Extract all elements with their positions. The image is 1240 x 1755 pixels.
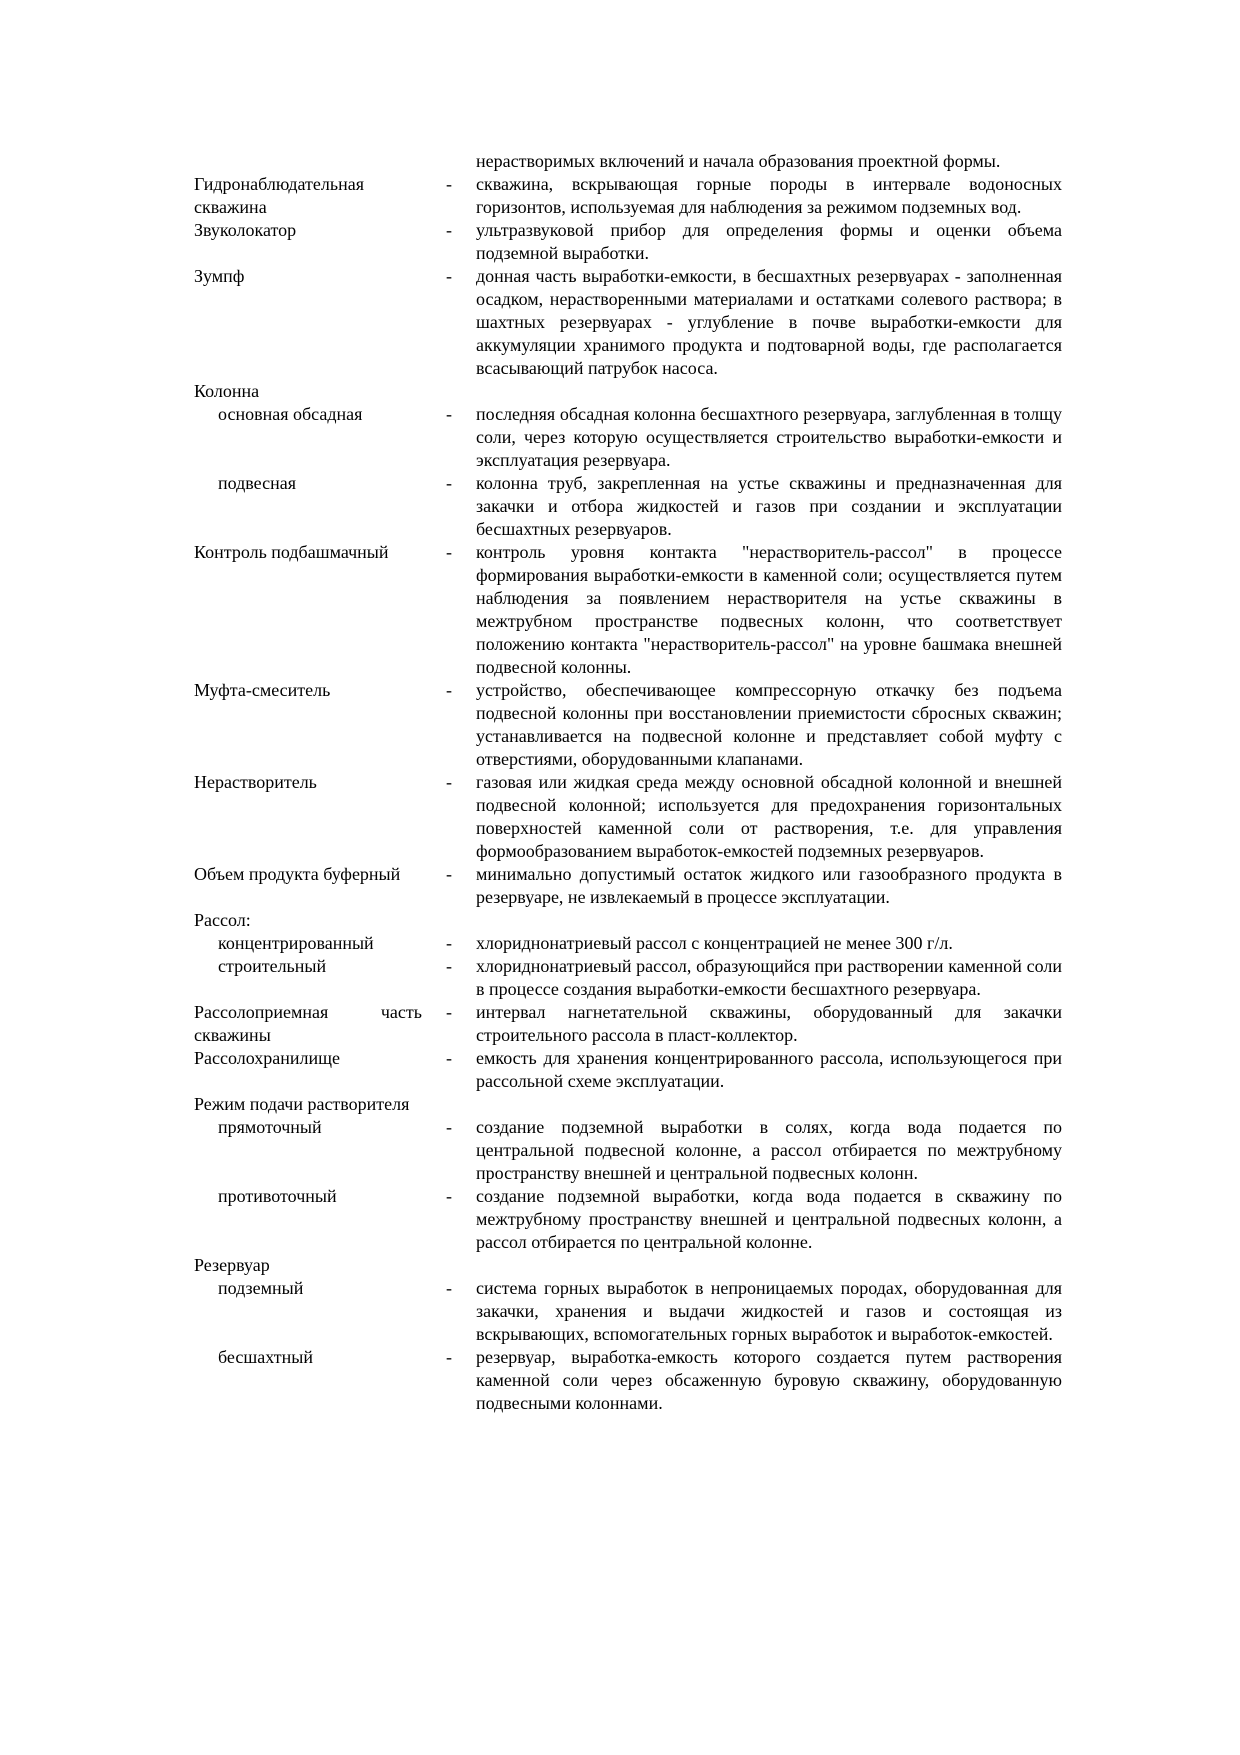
entry-definition: донная часть выработки-емкости, в бесшахтных резервуарах - заполненная осадком, нерастворенными материалами и остатками солевого раствора; в шахтных резервуарах - углубление в почве выработки-емкости для аккумуляции хранимого продукта и подтоварной воды, где располагается всасывающий патрубок насоса. bbox=[476, 266, 1062, 378]
entry-dash: - bbox=[446, 956, 452, 976]
entry-dash: - bbox=[446, 864, 452, 884]
entry-dash: - bbox=[446, 1117, 452, 1137]
entry-definition: устройство, обеспечивающее компрессорную откачку без подъема подвесной колонны при восстановлении приемистости сбросных скважин; устанавливается на подвесной колонне и представляет собой муфту с отверстиями, оборудованными клапанами. bbox=[476, 680, 1062, 769]
entry-dash: - bbox=[446, 1278, 452, 1298]
entry-definition: создание подземной выработки в солях, когда вода подается по центральной подвесной колонне, а рассол отбирается по межтрубному пространству внешней и центральной подвесных колонн. bbox=[476, 1117, 1062, 1183]
subentry-term: строительный bbox=[218, 956, 327, 976]
group-header-label: Режим подачи растворителя bbox=[194, 1094, 410, 1114]
entry-term: Гидронаблюдательная скважина bbox=[194, 174, 364, 217]
entry-term: Объем продукта буферный bbox=[194, 864, 401, 884]
glossary bbox=[194, 150, 1062, 1415]
glossary-subentry bbox=[194, 955, 1062, 1001]
entry-definition: контроль уровня контакта "нерастворитель-рассол" в процессе формирования выработки-емкости в каменной соли; осуществляется путем наблюдения за появлением нерастворителя на устье скважины в межтрубном пространстве подвесных колонн, что соответствует положению контакта "нерастворитель-рассол" на уровне башмака внешней подвесной колонны. bbox=[476, 542, 1062, 677]
glossary-subentry bbox=[194, 932, 1062, 955]
group-header-rezhim bbox=[194, 1093, 1062, 1116]
entry-definition: ультразвуковой прибор для определения формы и оценки объема подземной выработки. bbox=[476, 220, 1062, 263]
entry-dash: - bbox=[446, 680, 452, 700]
subentry-term: подземный bbox=[218, 1278, 304, 1298]
group-header-label: Резервуар bbox=[194, 1255, 270, 1275]
group-header-rassol bbox=[194, 909, 1062, 932]
continuation-entry bbox=[194, 150, 1062, 173]
entry-dash: - bbox=[446, 1048, 452, 1068]
entry-dash: - bbox=[446, 542, 452, 562]
group-header-rezervuar bbox=[194, 1254, 1062, 1277]
glossary-subentry bbox=[194, 1346, 1062, 1415]
entry-term: Нерастворитель bbox=[194, 772, 317, 792]
entry-term: Зумпф bbox=[194, 266, 245, 286]
entry-definition: хлориднонатриевый рассол, образующийся при растворении каменной соли в процессе создания выработки-емкости бесшахтного резервуара. bbox=[476, 956, 1062, 999]
entry-definition: емкость для хранения концентрированного рассола, использующегося при рассольной схеме эксплуатации. bbox=[476, 1048, 1062, 1091]
entry-dash: - bbox=[446, 220, 452, 240]
subentry-term: основная обсадная bbox=[218, 404, 363, 424]
entry-definition: минимально допустимый остаток жидкого или газообразного продукта в резервуаре, не извлекаемый в процессе эксплуатации. bbox=[476, 864, 1062, 907]
entry-definition: резервуар, выработка-емкость которого создается путем растворения каменной соли через обсаженную буровую скважину, оборудованную подвесными колоннами. bbox=[476, 1347, 1062, 1413]
entry-dash: - bbox=[446, 473, 452, 493]
continuation-definition: нерастворимых включений и начала образования проектной формы. bbox=[476, 151, 1001, 171]
glossary-subentry bbox=[194, 1185, 1062, 1254]
group-header-label: Колонна bbox=[194, 381, 260, 401]
subentry-term: противоточный bbox=[218, 1186, 337, 1206]
glossary-subentry bbox=[194, 1116, 1062, 1185]
entry-dash: - bbox=[446, 933, 452, 953]
entry-dash: - bbox=[446, 266, 452, 286]
entry-definition: последняя обсадная колонна бесшахтного резервуара, заглубленная в толщу соли, через которую осуществляется строительство выработки-емкости и эксплуатация резервуара. bbox=[476, 404, 1062, 470]
entry-dash: - bbox=[446, 174, 452, 194]
entry-dash: - bbox=[446, 1186, 452, 1206]
glossary-entry bbox=[194, 1001, 1062, 1047]
subentry-term: прямоточный bbox=[218, 1117, 322, 1137]
entry-term: Муфта-смеситель bbox=[194, 680, 331, 700]
entry-dash: - bbox=[446, 772, 452, 792]
entry-definition: скважина, вскрывающая горные породы в интервале водоносных горизонтов, используемая для наблюдения за режимом подземных вод. bbox=[476, 174, 1062, 217]
glossary-entry bbox=[194, 265, 1062, 380]
entry-dash: - bbox=[446, 404, 452, 424]
glossary-entry bbox=[194, 173, 1062, 219]
glossary-subentry bbox=[194, 1277, 1062, 1346]
entry-dash: - bbox=[446, 1347, 452, 1367]
entry-definition: интервал нагнетательной скважины, оборудованный для закачки строительного рассола в пласт-коллектор. bbox=[476, 1002, 1062, 1045]
entry-definition: создание подземной выработки, когда вода подается в скважину по межтрубному пространству внешней и центральной подвесных колонн, а рассол отбирается по центральной колонне. bbox=[476, 1186, 1062, 1252]
entry-definition: хлориднонатриевый рассол с концентрацией не менее 300 г/л. bbox=[476, 933, 953, 953]
glossary-entry bbox=[194, 679, 1062, 771]
glossary-entry bbox=[194, 541, 1062, 679]
entry-term: Рассолохранилище bbox=[194, 1048, 340, 1068]
subentry-term: концентрированный bbox=[218, 933, 374, 953]
entry-term: Звуколокатор bbox=[194, 220, 297, 240]
entry-definition: газовая или жидкая среда между основной обсадной колонной и внешней подвесной колонной; используется для предохранения горизонтальных поверхностей каменной соли от растворения, т.е. для управления формообразованием выработок-емкостей подземных резервуаров. bbox=[476, 772, 1062, 861]
entry-term: Рассолоприемная часть скважины bbox=[194, 1002, 422, 1045]
entry-dash: - bbox=[446, 1002, 452, 1022]
subentry-term: бесшахтный bbox=[218, 1347, 313, 1367]
glossary-subentry bbox=[194, 403, 1062, 472]
group-header-label: Рассол: bbox=[194, 910, 251, 930]
group-header-kolonna bbox=[194, 380, 1062, 403]
glossary-entry bbox=[194, 1047, 1062, 1093]
glossary-entry bbox=[194, 771, 1062, 863]
glossary-entry bbox=[194, 863, 1062, 909]
subentry-term: подвесная bbox=[218, 473, 296, 493]
entry-definition: колонна труб, закрепленная на устье скважины и предназначенная для закачки и отбора жидкостей и газов при создании и эксплуатации бесшахтных резервуаров. bbox=[476, 473, 1062, 539]
glossary-entry bbox=[194, 219, 1062, 265]
glossary-subentry bbox=[194, 472, 1062, 541]
entry-definition: система горных выработок в непроницаемых породах, оборудованная для закачки, хранения и выдачи жидкостей и газов и состоящая из вскрывающих, вспомогательных горных выработок и выработок-емкостей. bbox=[476, 1278, 1062, 1344]
entry-term: Контроль подбашмачный bbox=[194, 542, 389, 562]
